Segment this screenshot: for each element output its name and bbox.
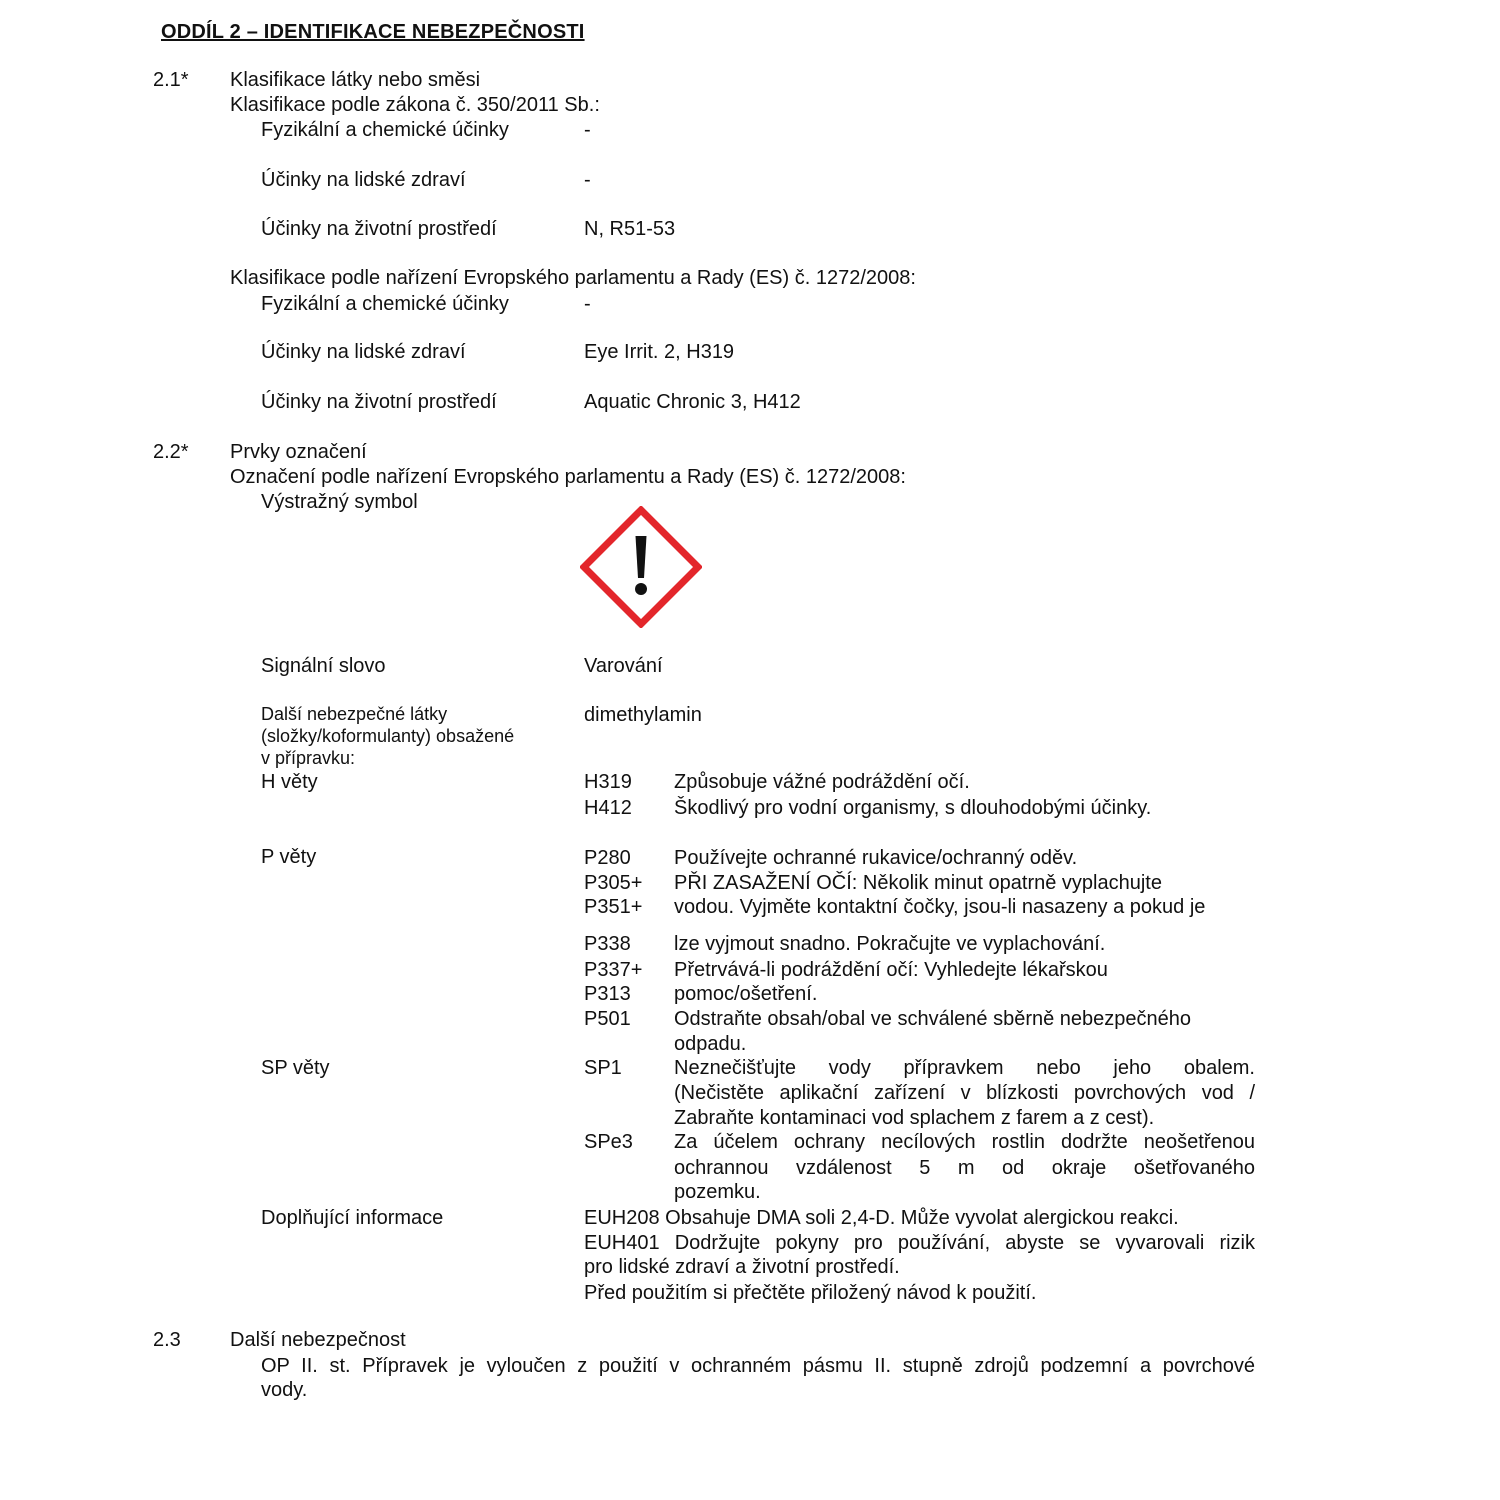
section-title: ODDÍL 2 – IDENTIFIKACE NEBEZPEČNOSTI [161, 21, 585, 43]
p-code: P501 [584, 1008, 631, 1030]
other-hazards-line: vody. [261, 1379, 308, 1401]
eu-classification-heading: Klasifikace podle nařízení Evropského parlamentu a Rady (ES) č. 1272/2008: [230, 267, 916, 289]
spe3-text-line: Za účelem ochrany necílových rostlin dodržte neošetřenou [674, 1131, 1255, 1153]
law-environment-value: N, R51-53 [584, 218, 676, 240]
section-number-2-2: 2.2* [153, 441, 189, 463]
h-code: H319 [584, 771, 632, 793]
signal-word-label: Signální slovo [261, 655, 386, 677]
section-heading-2-3: Další nebezpečnost [230, 1329, 406, 1351]
spe3-text-line: pozemku. [674, 1181, 761, 1203]
sp1-code: SP1 [584, 1057, 622, 1079]
supplementary-info-line: EUH208 Obsahuje DMA soli 2,4-D. Může vyvolat alergickou reakci. [584, 1207, 1179, 1229]
supplementary-info-line: EUH401 Dodržujte pokyny pro používání, abyste se vyvarovali rizik [584, 1232, 1255, 1254]
p-code: P305+ [584, 872, 643, 894]
sp1-text-line: (Nečistěte aplikační zařízení v blízkosti povrchových vod / [674, 1082, 1255, 1104]
h-text: Způsobuje vážné podráždění očí. [674, 771, 970, 793]
p-code: P338 [584, 933, 631, 955]
h-code: H412 [584, 797, 632, 819]
supplementary-info-line: pro lidské zdraví a životní prostředí. [584, 1256, 900, 1278]
eu-health-value: Eye Irrit. 2, H319 [584, 341, 735, 363]
section-heading-2-1: Klasifikace látky nebo směsi [230, 69, 481, 91]
other-substances-label-line-2: (složky/koformulanty) obsažené [261, 726, 515, 746]
p-text-line: Používejte ochranné rukavice/ochranný oděv. [674, 847, 1078, 869]
section-heading-2-2: Prvky označení [230, 441, 367, 463]
eu-environment-label: Účinky na životní prostředí [261, 391, 497, 413]
p-text-line: odpadu. [674, 1033, 747, 1055]
section-number-2-1: 2.1* [153, 69, 189, 91]
supplementary-info-line: Před použitím si přečtěte přiložený návod k použití. [584, 1282, 1037, 1304]
spe3-code: SPe3 [584, 1131, 633, 1153]
p-code: P280 [584, 847, 631, 869]
other-substances-label-line-1: Další nebezpečné látky [261, 704, 448, 724]
p-text-line: lze vyjmout snadno. Pokračujte ve vyplachování. [674, 933, 1106, 955]
other-hazards-line: OP II. st. Přípravek je vyloučen z použití v ochranném pásmu II. stupně zdrojů podzemní a povrchové [261, 1355, 1255, 1377]
law-health-value: - [584, 169, 591, 191]
h-text: Škodlivý pro vodní organismy, s dlouhodobými účinky. [674, 797, 1152, 819]
law-physchem-value: - [584, 119, 591, 141]
eu-environment-value: Aquatic Chronic 3, H412 [584, 391, 801, 413]
exclamation-mark-pictogram-icon [580, 506, 702, 628]
law-health-label: Účinky na lidské zdraví [261, 169, 466, 191]
law-classification-heading: Klasifikace podle zákona č. 350/2011 Sb.: [230, 94, 600, 116]
p-text-line: PŘI ZASAŽENÍ OČÍ: Několik minut opatrně vyplachujte [674, 872, 1162, 894]
p-text-line: Odstraňte obsah/obal ve schválené sběrně nebezpečného [674, 1008, 1192, 1030]
sp1-text-line: Neznečišťujte vody přípravkem nebo jeho obalem. [674, 1057, 1255, 1079]
p-statements-label: P věty [261, 846, 317, 868]
labelling-heading: Označení podle nařízení Evropského parlamentu a Rady (ES) č. 1272/2008: [230, 466, 906, 488]
supplementary-info-label: Doplňující informace [261, 1207, 444, 1229]
other-substances-value: dimethylamin [584, 704, 702, 726]
spe3-text-line: ochrannou vzdálenost 5 m od okraje ošetřovaného [674, 1157, 1255, 1179]
p-text-line: pomoc/ošetření. [674, 983, 818, 1005]
eu-health-label: Účinky na lidské zdraví [261, 341, 466, 363]
eu-physchem-label: Fyzikální a chemické účinky [261, 293, 509, 315]
other-substances-label-line-3: v přípravku: [261, 748, 356, 768]
p-text-line: vodou. Vyjměte kontaktní čočky, jsou-li nasazeny a pokud je [674, 896, 1206, 918]
p-text-line: Přetrvává-li podráždění očí: Vyhledejte lékařskou [674, 959, 1108, 981]
eu-physchem-value: - [584, 293, 591, 315]
p-code: P337+ [584, 959, 643, 981]
p-code: P351+ [584, 896, 643, 918]
law-physchem-label: Fyzikální a chemické účinky [261, 119, 509, 141]
sp-statements-label: SP věty [261, 1057, 330, 1079]
section-number-2-3: 2.3 [153, 1329, 181, 1351]
law-environment-label: Účinky na životní prostředí [261, 218, 497, 240]
warning-symbol-label: Výstražný symbol [261, 491, 418, 513]
sp1-text-line: Zabraňte kontaminaci vod splachem z farem a z cest). [674, 1107, 1155, 1129]
p-code: P313 [584, 983, 631, 1005]
h-statements-label: H věty [261, 771, 318, 793]
signal-word-value: Varování [584, 655, 663, 677]
